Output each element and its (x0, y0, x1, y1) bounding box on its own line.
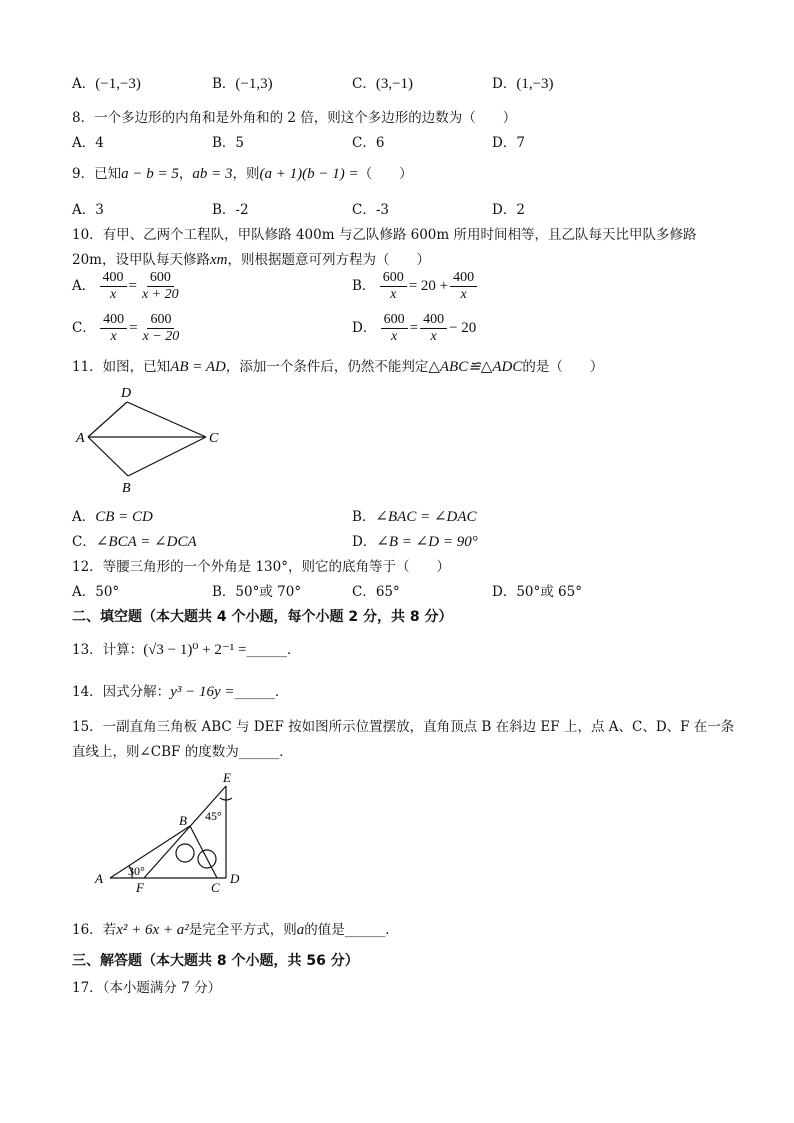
segment-ad (88, 402, 127, 437)
q13-answer-blank: ______ (246, 642, 287, 658)
q16-answer-blank: ______ (344, 922, 386, 938)
angle-45-label: 45° (205, 809, 222, 823)
q13-stem: 13．计算：(√3 − 1)⁰ + 2⁻¹ =______． (72, 642, 301, 658)
q7-option-d: D．(1,−3) (492, 76, 554, 92)
label-d: D (121, 386, 132, 401)
q12-stem: 12．等腰三角形的一个外角是 130°，则它的底角等于（ ） (72, 559, 450, 575)
label-b: B (179, 813, 187, 828)
q11-option-c: C．∠BCA = ∠DCA (72, 534, 197, 550)
q9-option-d: D．2 (492, 202, 525, 218)
q15-line1: 15．一副直角三角板 ABC 与 DEF 按如图所示位置摆放，直角顶点 B 在斜边 EF 上，点 A、C、D、F 在一条 (72, 719, 735, 735)
q9-option-c: C．-3 (352, 202, 389, 218)
q10-line1: 10．有甲、乙两个工程队，甲队修路 400m 与乙队修路 600m 所用时间相等，且乙队每天比甲队多修路 (72, 227, 697, 243)
q15-figure (90, 768, 250, 893)
segment-dc (127, 402, 206, 437)
q8-option-a: A．4 (72, 135, 104, 151)
section-3-heading: 三、解答题（本大题共 8 个小题，共 56 分） (72, 953, 359, 969)
q12-option-a: A．50° (72, 584, 120, 600)
label-d: D (230, 871, 240, 886)
q11-option-a: A．CB = CD (72, 509, 153, 525)
q11-stem: 11．如图，已知AB = AD，添加一个条件后，仍然不能判定△ABC≌△ADC的是（ ） (72, 359, 604, 375)
section-2-heading: 二、填空题（本大题共 4 个小题，每个小题 2 分，共 8 分） (72, 609, 453, 625)
q9-stem: 9．已知a − b = 5，ab = 3，则(a + 1)(b − 1) =（ ） (72, 166, 413, 182)
q12-option-c: C．65° (352, 584, 400, 600)
q8-option-b: B．5 (212, 135, 245, 151)
q11-option-b: B．∠BAC = ∠DAC (352, 509, 477, 525)
q11-figure (72, 382, 232, 497)
q10-option-a: A． $\frac{400}{x}$ = $\frac{600}{x + 20}$ (72, 270, 179, 302)
q12-option-d: D．50°或 65° (492, 584, 582, 600)
label-f: F (136, 880, 144, 893)
label-e: E (223, 770, 231, 785)
q15-line2: 直线上，则∠CBF 的度数为______． (72, 744, 293, 760)
q17-stem: 17．（本小题满分 7 分） (72, 980, 222, 996)
q10-option-d: D． $\frac{600}{x}$ = $\frac{400}{x}$ − 20 (352, 312, 477, 344)
label-c: C (211, 880, 220, 893)
q10-option-b: B． $\frac{600}{x}$ = 20 + $\frac{400}{x}$ (352, 270, 477, 303)
label-c: C (209, 431, 219, 446)
q14-stem: 14．因式分解：y³ − 16y =______． (72, 684, 289, 700)
segment-bc (128, 437, 206, 476)
q10-option-c: C． $\frac{400}{x}$ = $\frac{600}{x - 20}$ (72, 312, 180, 344)
label-a: A (95, 871, 103, 886)
q15-answer-blank: ______ (238, 744, 280, 760)
q14-answer-blank: ______ (234, 684, 275, 700)
q9-option-a: A．3 (72, 202, 104, 218)
q11-option-d: D．∠B = ∠D = 90° (352, 534, 478, 550)
label-b: B (122, 481, 131, 496)
q9-option-b: B．-2 (212, 202, 249, 218)
q7-option-a: A．(−1,−3) (72, 76, 141, 92)
label-a: A (76, 431, 85, 446)
q7-option-b: B．(−1,3) (212, 76, 273, 92)
segment-ab (110, 826, 190, 878)
angle-30-label: 30° (128, 864, 145, 878)
q8-stem: 8．一个多边形的内角和是外角和的 2 倍，则这个多边形的边数为（ ） (72, 110, 517, 126)
q7-option-c: C．(3,−1) (352, 76, 414, 92)
q8-option-d: D．7 (492, 135, 525, 151)
hole-1 (176, 844, 194, 862)
q8-option-c: C．6 (352, 135, 385, 151)
q16-stem: 16．若x² + 6x + a²是完全平方式，则a的值是______． (72, 922, 399, 938)
segment-ab (88, 437, 128, 476)
q10-line2: 20m，设甲队每天修路xm，则根据题意可列方程为（ ） (72, 252, 430, 268)
q12-option-b: B．50°或 70° (212, 584, 302, 600)
